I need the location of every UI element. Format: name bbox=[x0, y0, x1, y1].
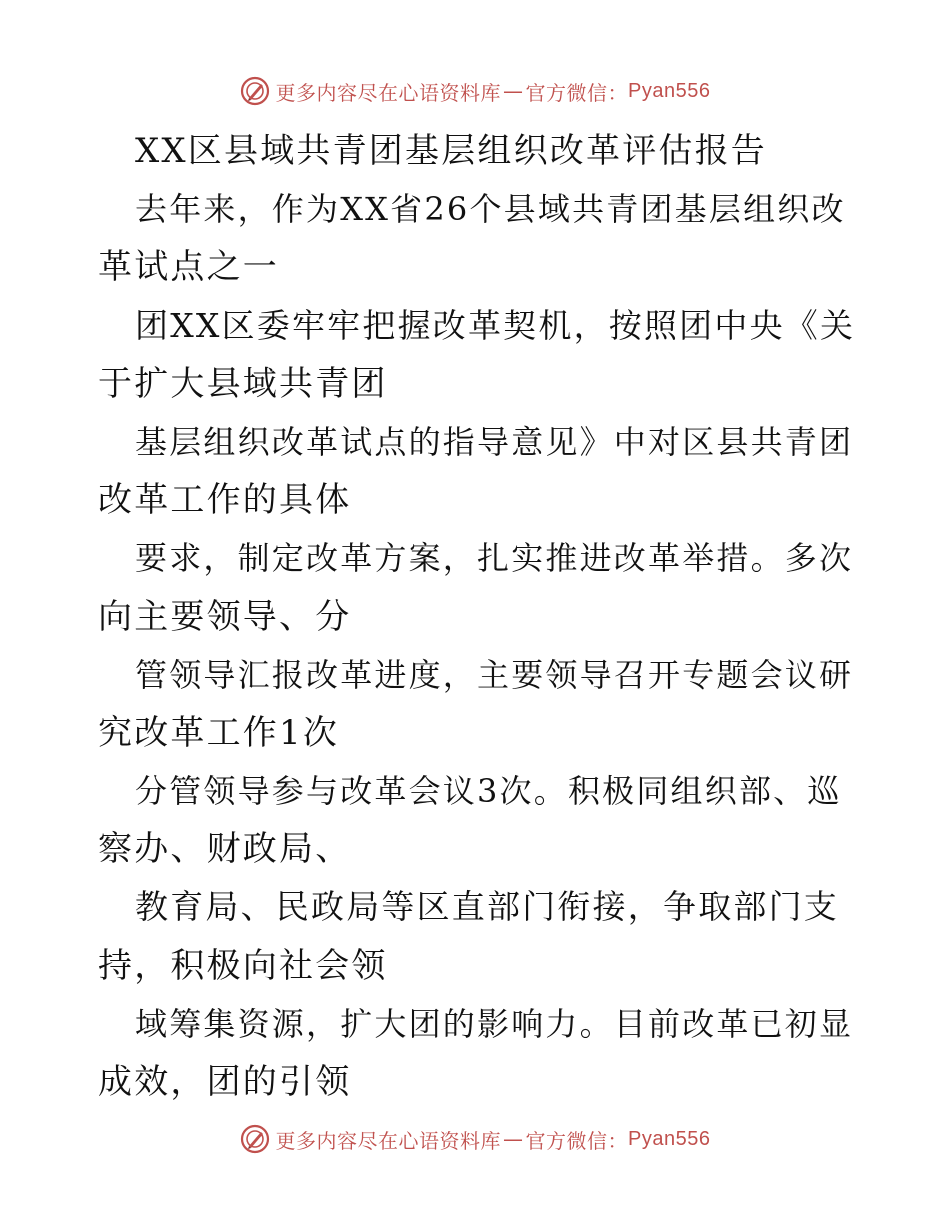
doc-line: 域筹集资源，扩大团的影响力。目前改革已初显 bbox=[135, 1004, 854, 1043]
doc-line: 分管领导参与改革会议3次。积极同组织部、巡 bbox=[135, 772, 842, 811]
watermark-contact-label: 官方微信： bbox=[525, 1128, 629, 1153]
doc-line: 团XX区委牢牢把握改革契机，按照团中央《关 bbox=[135, 305, 856, 345]
watermark-text: 更多内容尽在心语资料库 bbox=[275, 80, 502, 105]
watermark-separator: — bbox=[503, 1127, 524, 1151]
pen-logo-icon bbox=[240, 1124, 270, 1154]
doc-line: 改革工作的具体 bbox=[98, 480, 352, 521]
watermark-separator: — bbox=[503, 79, 524, 103]
watermark-text: 更多内容尽在心语资料库 bbox=[275, 1128, 502, 1153]
doc-line: 持，积极向社会领 bbox=[98, 945, 388, 986]
doc-line: 去年来，作为XX省26个县域共青团基层组织改 bbox=[135, 190, 846, 229]
watermark-contact-id: Pyan556 bbox=[628, 1127, 711, 1150]
watermark-contact-label: 官方微信： bbox=[525, 80, 629, 105]
document-body bbox=[98, 122, 858, 1111]
doc-line: 察办、财政局、 bbox=[98, 829, 352, 870]
header-watermark bbox=[0, 74, 950, 108]
doc-line: 教育局、民政局等区直部门衔接，争取部门支 bbox=[135, 887, 839, 927]
doc-line: 管领导汇报改革进度，主要领导召开专题会议研 bbox=[135, 655, 854, 694]
doc-line: 究改革工作1次 bbox=[98, 712, 340, 753]
watermark-contact-id: Pyan556 bbox=[628, 79, 711, 102]
doc-line: 要求，制定改革方案，扎实推进改革举措。多次 bbox=[135, 539, 854, 578]
pen-logo-icon bbox=[240, 76, 270, 106]
footer-watermark bbox=[0, 1122, 950, 1156]
doc-title: XX区县域共青团基层组织改革评估报告 bbox=[135, 131, 768, 171]
doc-line: 于扩大县域共青团 bbox=[98, 363, 388, 404]
doc-line: 成效，团的引领 bbox=[98, 1062, 352, 1102]
doc-line: 基层组织改革试点的指导意见》中对区县共青团 bbox=[135, 422, 854, 461]
doc-line: 向主要领导、分 bbox=[98, 596, 352, 637]
doc-line: 革试点之一 bbox=[98, 247, 279, 288]
